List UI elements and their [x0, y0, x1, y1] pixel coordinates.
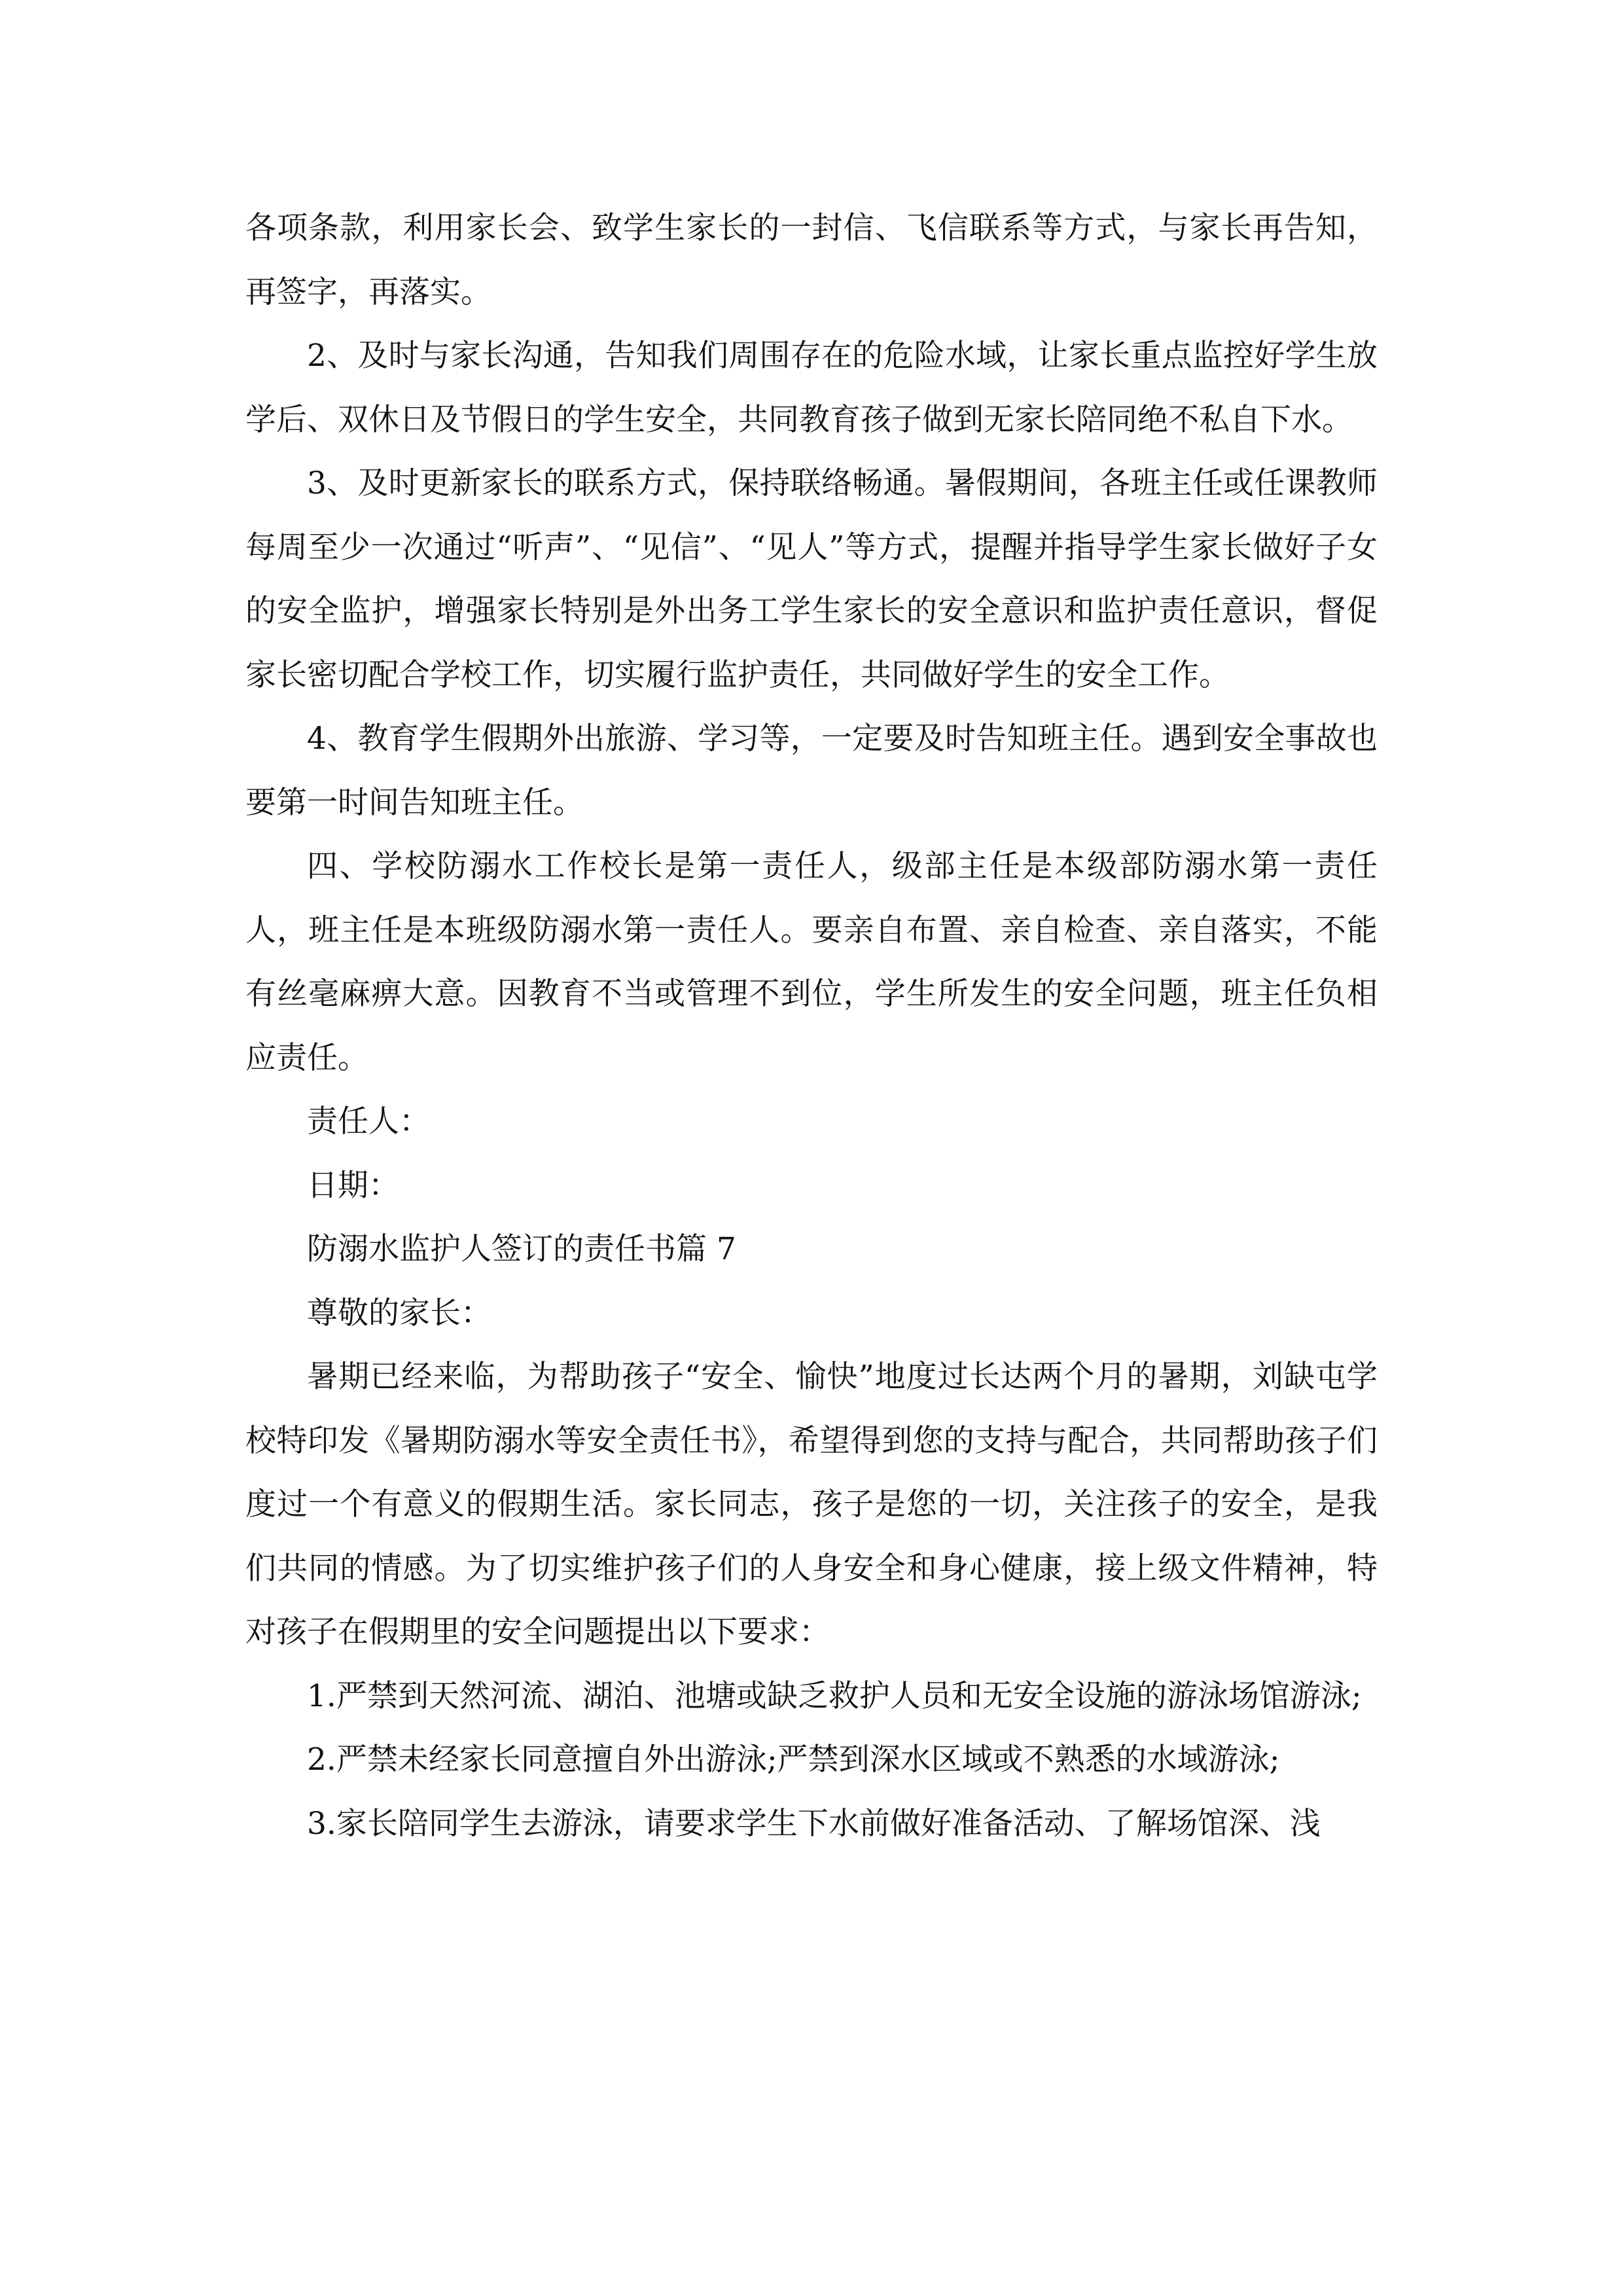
salutation: 尊敬的家长：	[307, 1295, 491, 1331]
paragraph-intro: 暑期已经来临，为帮助孩子“安全、愉快”地度过长达两个月的暑期，刘缺屯学校特印发《暑期防溺水等安全责任书》，希望得到您的支持与配合，共同帮助孩子们度过一个有意义的假期生活。家长同志，孩子是您的一切，关注孩子的安全，是我们共同的情感。为了切实维护孩子们的人身安全和身心健康，接上级文件精神，特对孩子在假期里的安全问题提出以下要求：	[245, 1359, 1378, 1650]
requirement-1: 1.严禁到天然河流、湖泊、池塘或缺乏救护人员和无安全设施的游泳场馆游泳;	[307, 1677, 1362, 1714]
document-page	[245, 196, 1378, 1856]
paragraph-2: 2、及时与家长沟通，告知我们周围存在的危险水域，让家长重点监控好学生放学后、双休日及节假日的学生安全，共同教育孩子做到无家长陪同绝不私自下水。	[245, 338, 1378, 438]
paragraph-5: 四、学校防溺水工作校长是第一责任人，级部主任是本级部防溺水第一责任人，班主任是本班级防溺水第一责任人。要亲自布置、亲自检查、亲自落实，不能有丝毫麻痹大意。因教育不当或管理不到位，学生所发生的安全问题，班主任负相应责任。	[245, 848, 1378, 1076]
date-label: 日期：	[307, 1167, 399, 1204]
section-title: 防溺水监护人签订的责任书篇 7	[307, 1231, 736, 1267]
requirement-3: 3.家长陪同学生去游泳，请要求学生下水前做好准备活动、了解场馆深、浅	[307, 1805, 1321, 1842]
paragraph-3: 3、及时更新家长的联系方式，保持联络畅通。暑假期间，各班主任或任课教师每周至少一次通过“听声”、“见信”、“见人”等方式，提醒并指导学生家长做好子女的安全监护，增强家长特别是外出务工学生家长的安全意识和监护责任意识，督促家长密切配合学校工作，切实履行监护责任，共同做好学生的安全工作。	[245, 465, 1378, 693]
paragraph-4: 4、教育学生假期外出旅游、学习等，一定要及时告知班主任。遇到安全事故也要第一时间告知班主任。	[245, 721, 1378, 821]
responsible-person-label: 责任人：	[307, 1103, 430, 1139]
requirement-2: 2.严禁未经家长同意擅自外出游泳;严禁到深水区域或不熟悉的水域游泳;	[307, 1742, 1280, 1778]
paragraph-1: 各项条款，利用家长会、致学生家长的一封信、飞信联系等方式，与家长再告知，再签字，再落实。	[245, 210, 1378, 310]
